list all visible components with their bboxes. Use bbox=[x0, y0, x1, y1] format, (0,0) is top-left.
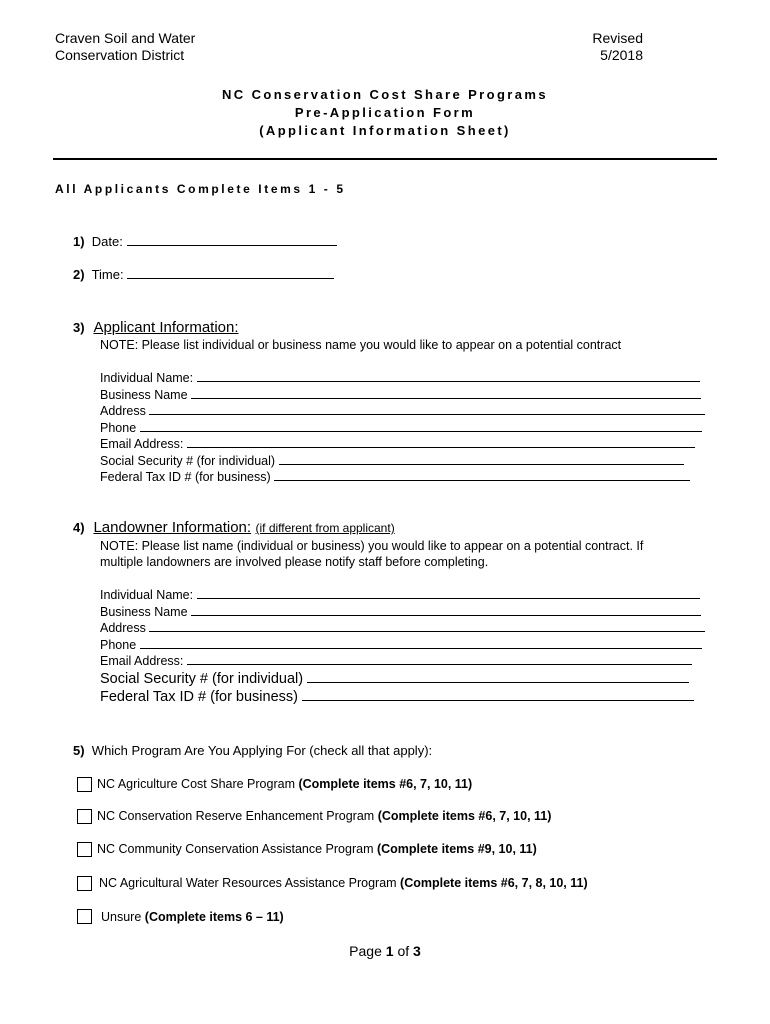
landowner-heading: Landowner Information: bbox=[93, 519, 252, 536]
time-label: Time: bbox=[91, 267, 124, 282]
landowner-field-tax-id[interactable]: Federal Tax ID # (for business) bbox=[100, 688, 705, 706]
applicant-field-address[interactable]: Address bbox=[100, 403, 705, 420]
revised-label: Revised bbox=[592, 30, 643, 46]
checkbox-ccap[interactable] bbox=[77, 842, 92, 857]
checkbox-crep[interactable] bbox=[77, 809, 92, 824]
applicant-field-individual-name[interactable]: Individual Name: bbox=[100, 370, 705, 387]
option-ag-cost-share: NC Agriculture Cost Share Program (Complete items #6, 7, 10, 11) bbox=[97, 777, 473, 791]
applicant-heading: Applicant Information: bbox=[93, 319, 239, 336]
landowner-field-email[interactable]: Email Address: bbox=[100, 653, 705, 670]
option-unsure: Unsure (Complete items 6 – 11) bbox=[101, 910, 284, 924]
applicant-heading-row bbox=[73, 319, 239, 337]
form-title-line3: (Applicant Information Sheet) bbox=[259, 123, 511, 138]
org-name-line2: Conservation District bbox=[55, 47, 185, 63]
option-agwrap: NC Agricultural Water Resources Assistance Program (Complete items #6, 7, 8, 10, 11) bbox=[99, 876, 588, 890]
applicant-field-email[interactable]: Email Address: bbox=[100, 436, 705, 453]
program-question-row bbox=[73, 743, 432, 758]
landowner-field-phone[interactable]: Phone bbox=[100, 637, 705, 654]
checkbox-agwrap[interactable] bbox=[77, 876, 92, 891]
time-input-line[interactable] bbox=[127, 267, 334, 279]
landowner-note-line2: multiple landowners are involved please notify staff before completing. bbox=[100, 555, 489, 569]
applicant-field-business-name[interactable]: Business Name bbox=[100, 387, 705, 404]
option-ccap: NC Community Conservation Assistance Program (Complete items #9, 10, 11) bbox=[97, 842, 537, 856]
landowner-note-line1: NOTE: Please list name (individual or business) you would like to appear on a potential contract. If bbox=[100, 539, 644, 553]
form-title-line1: NC Conservation Cost Share Programs bbox=[221, 87, 548, 102]
applicant-field-phone[interactable]: Phone bbox=[100, 420, 705, 437]
org-name-line1: Craven Soil and Water bbox=[55, 30, 196, 46]
date-label: Date: bbox=[91, 234, 123, 249]
landowner-field-address[interactable]: Address bbox=[100, 620, 705, 637]
applicant-fields bbox=[100, 370, 705, 486]
time-item bbox=[73, 267, 334, 282]
applicant-field-tax-id[interactable]: Federal Tax ID # (for business) bbox=[100, 469, 705, 486]
applicant-field-ssn[interactable]: Social Security # (for individual) bbox=[100, 453, 705, 470]
header-divider bbox=[53, 158, 717, 160]
applicant-item-number: 3) bbox=[73, 320, 85, 335]
page-number: Page 1 of 3 bbox=[349, 943, 421, 959]
applicant-note: NOTE: Please list individual or business name you would like to appear on a potential contract bbox=[100, 338, 622, 352]
landowner-fields bbox=[100, 587, 705, 706]
landowner-item-number: 4) bbox=[73, 520, 85, 535]
revised-date: 5/2018 bbox=[600, 47, 643, 63]
form-title-line2: Pre-Application Form bbox=[294, 105, 476, 120]
program-question: Which Program Are You Applying For (check all that apply): bbox=[91, 743, 433, 758]
landowner-heading-row bbox=[73, 519, 395, 537]
time-item-number: 2) bbox=[73, 267, 85, 282]
checkbox-unsure[interactable] bbox=[77, 909, 92, 924]
program-item-number: 5) bbox=[73, 743, 85, 758]
landowner-heading-suffix: (if different from applicant) bbox=[255, 521, 395, 535]
date-item-number: 1) bbox=[73, 234, 85, 249]
date-item bbox=[73, 234, 337, 249]
section-heading: All Applicants Complete Items 1 - 5 bbox=[55, 182, 346, 196]
date-input-line[interactable] bbox=[127, 234, 337, 246]
landowner-field-business-name[interactable]: Business Name bbox=[100, 604, 705, 621]
landowner-field-ssn[interactable]: Social Security # (for individual) bbox=[100, 670, 705, 688]
landowner-field-individual-name[interactable]: Individual Name: bbox=[100, 587, 705, 604]
option-crep: NC Conservation Reserve Enhancement Program (Complete items #6, 7, 10, 11) bbox=[97, 809, 552, 823]
checkbox-ag-cost-share[interactable] bbox=[77, 777, 92, 792]
